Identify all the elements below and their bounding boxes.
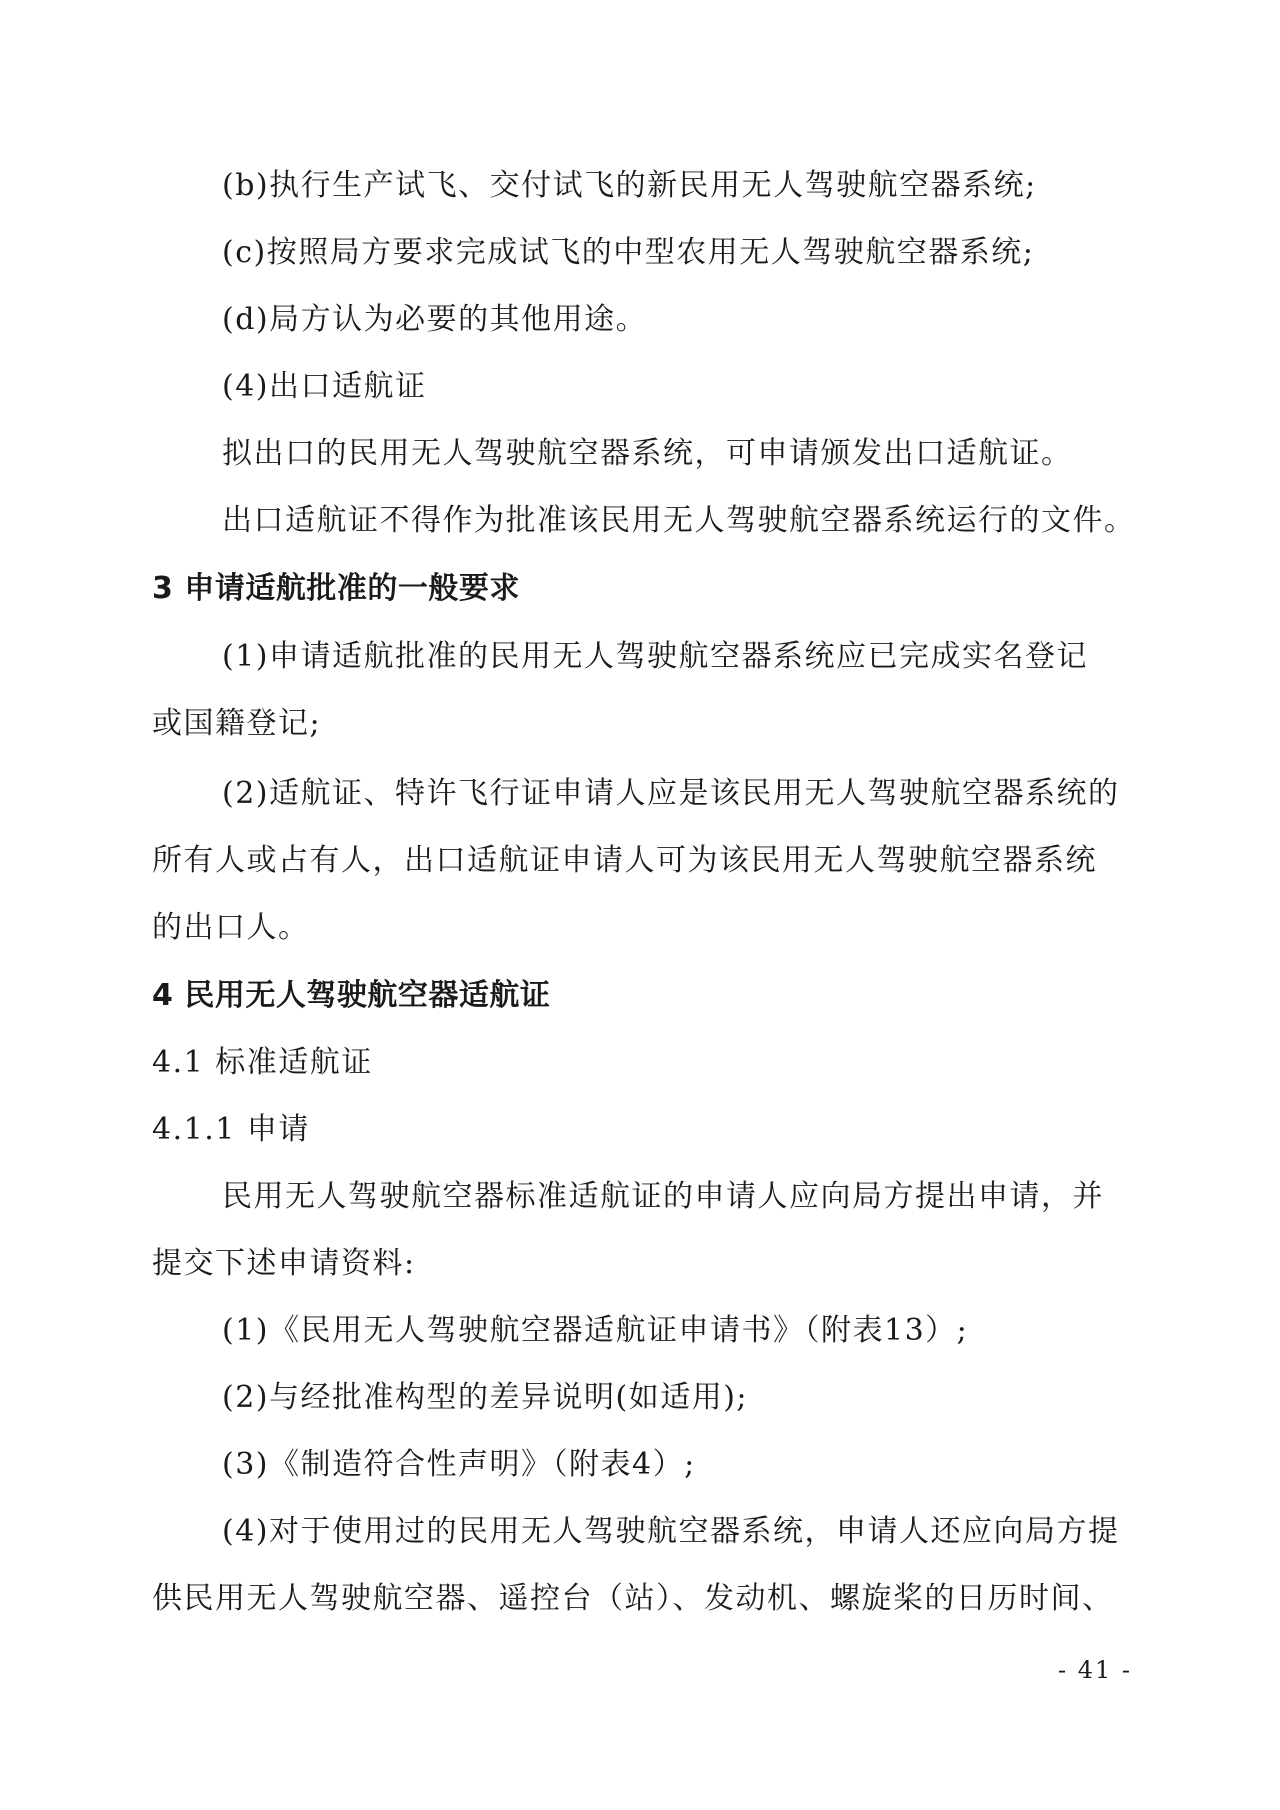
paragraph-line: (1)申请适航批准的民用无人驾驶航空器系统应已完成实名登记 bbox=[222, 639, 1088, 674]
paragraph-line: 供民用无人驾驶航空器、遥控台（站）、发动机、螺旋桨的日历时间、 bbox=[152, 1581, 1114, 1616]
paragraph-line: 的出口人。 bbox=[152, 910, 310, 945]
section-heading-4: 4 民用无人驾驶航空器适航证 bbox=[152, 978, 551, 1013]
paragraph-line: 民用无人驾驶航空器标准适航证的申请人应向局方提出申请，并 bbox=[222, 1179, 1104, 1214]
paragraph-line: 或国籍登记; bbox=[152, 706, 322, 741]
list-item: (4)对于使用过的民用无人驾驶航空器系统，申请人还应向局方提 bbox=[222, 1514, 1120, 1549]
subsection-heading-4-1-1: 4.1.1 申请 bbox=[152, 1112, 310, 1147]
subsection-heading-4-1: 4.1 标准适航证 bbox=[152, 1045, 373, 1080]
paragraph-line: 出口适航证不得作为批准该民用无人驾驶航空器系统运行的文件。 bbox=[222, 503, 1136, 538]
list-item: (1)《民用无人驾驶航空器适航证申请书》（附表13）; bbox=[222, 1313, 969, 1348]
list-item: (2)与经批准构型的差异说明(如适用); bbox=[222, 1380, 749, 1415]
paragraph-line: (d)局方认为必要的其他用途。 bbox=[222, 302, 648, 337]
page-number: - 41 - bbox=[1057, 1656, 1132, 1684]
paragraph-line: (c)按照局方要求完成试飞的中型农用无人驾驶航空器系统; bbox=[222, 235, 1035, 270]
paragraph-line: (2)适航证、特许飞行证申请人应是该民用无人驾驶航空器系统的 bbox=[222, 776, 1120, 811]
section-heading-3: 3 申请适航批准的一般要求 bbox=[152, 571, 520, 606]
paragraph-line: 拟出口的民用无人驾驶航空器系统，可申请颁发出口适航证。 bbox=[222, 436, 1073, 471]
paragraph-line: (4)出口适航证 bbox=[222, 369, 427, 404]
paragraph-line: 提交下述申请资料: bbox=[152, 1246, 416, 1281]
list-item: (3)《制造符合性声明》（附表4）; bbox=[222, 1447, 696, 1482]
paragraph-line: (b)执行生产试飞、交付试飞的新民用无人驾驶航空器系统; bbox=[222, 168, 1037, 203]
paragraph-line: 所有人或占有人，出口适航证申请人可为该民用无人驾驶航空器系统 bbox=[152, 843, 1097, 878]
